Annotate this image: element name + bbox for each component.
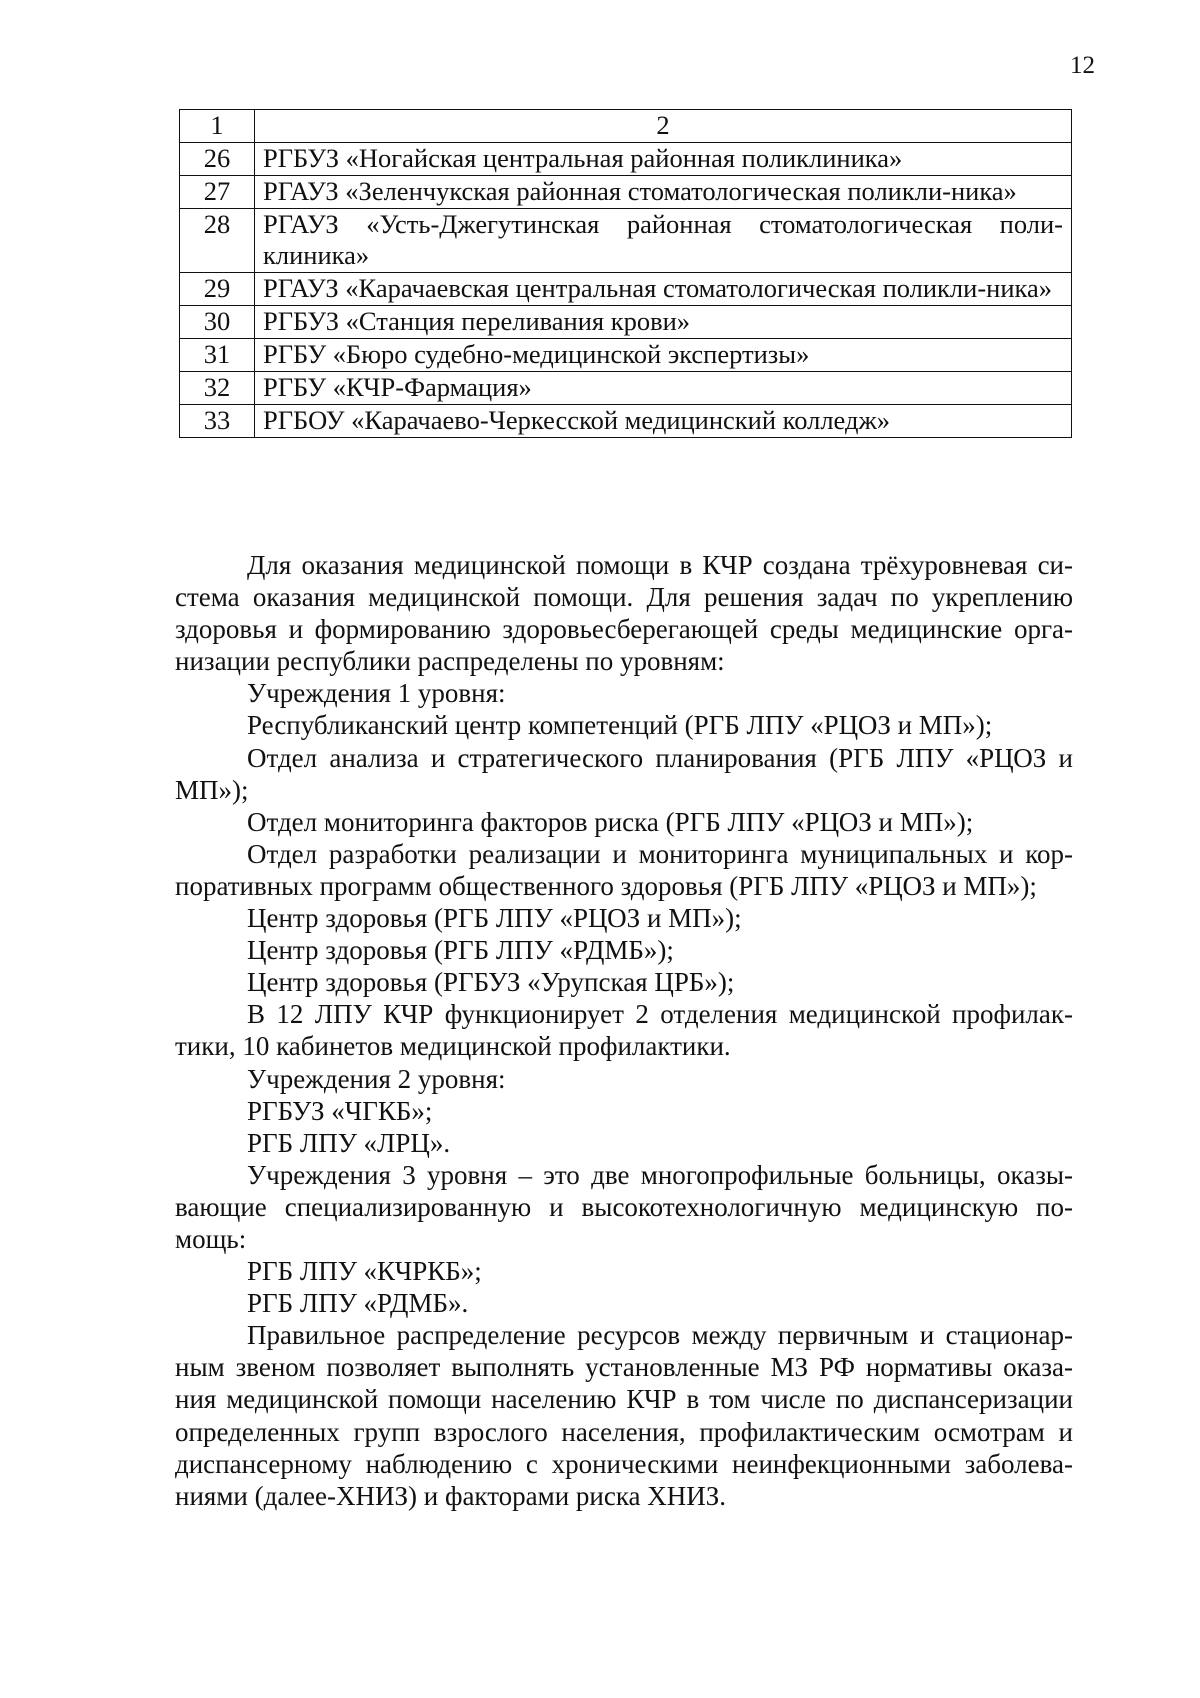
level-1-item: Республиканский центр компетенций (РГБ ЛПУ «РЦОЗ и МП»); (247, 710, 993, 741)
page-number: 12 (1070, 52, 1095, 79)
table-row (180, 209, 1072, 273)
institution-name: РГБУ «Бюро судебно-медицинской экспертизы» (255, 339, 1072, 372)
level-1-item: Отдел разработки реализации и мониторинга муниципальных и кор-поративных программ общественного здоровья (РГБ ЛПУ «РЦОЗ и МП»); (175, 838, 1073, 901)
row-number: 26 (180, 143, 255, 176)
institution-name: РГАУЗ «Усть-Джегутинская районная стоматологическая поли-клиника» (255, 209, 1072, 273)
row-number: 28 (180, 209, 255, 273)
level-3-heading: Учреждения 3 уровня – это две многопрофильные больницы, оказы-вающие специализированную и высокотехнологичную медицинскую по-мощь: (175, 1159, 1073, 1254)
institution-name: РГАУЗ «Карачаевская центральная стоматологическая поликли-ника» (255, 273, 1072, 306)
row-number: 31 (180, 339, 255, 372)
table-row (180, 143, 1072, 176)
table-row (180, 273, 1072, 306)
row-number: 33 (180, 405, 255, 438)
conclusion-paragraph: Правильное распределение ресурсов между первичным и стационар-ным звеном позволяет выполнять установленные МЗ РФ нормативы оказа-ния медицинской помощи населению КЧР в том числе по диспансеризации определенных групп взрослого населения, профилактическим осмотрам и диспансерному наблюдению с хроническими неинфекционными заболева-ниями (далее-ХНИЗ) и факторами риска ХНИЗ. (175, 1320, 1073, 1511)
table-header-row (180, 110, 1072, 143)
table-row (180, 339, 1072, 372)
table-row (180, 306, 1072, 339)
level-3-item: РГБ ЛПУ «РДМБ». (247, 1288, 469, 1319)
intro-paragraph: Для оказания медицинской помощи в КЧР создана трёхуровневая си-стема оказания медицинской помощи. Для решения задач по укреплению здоровья и формированию здоровьесберегающей среды медицинские орга-низации республики распределены по уровням: (175, 550, 1073, 677)
table-header-cell: 2 (255, 110, 1072, 143)
institutions-table-container (179, 109, 1072, 438)
level-1-item: Центр здоровья (РГБУЗ «Урупская ЦРБ»); (247, 967, 735, 998)
institution-name: РГБУЗ «Станция переливания крови» (255, 306, 1072, 339)
level-1-item: Отдел мониторинга факторов риска (РГБ ЛПУ «РЦОЗ и МП»); (247, 806, 974, 837)
level-2-item: РГБУЗ «ЧГКБ»; (247, 1095, 433, 1126)
level-1-heading: Учреждения 1 уровня: (247, 678, 506, 709)
level-3-item: РГБ ЛПУ «КЧРКБ»; (247, 1256, 482, 1287)
institution-name: РГБУ «КЧР-Фармация» (255, 372, 1072, 405)
level-1-item: Центр здоровья (РГБ ЛПУ «РДМБ»); (247, 935, 674, 966)
body-text (175, 549, 1073, 1512)
institution-name: РГАУЗ «Зеленчукская районная стоматологическая поликли-ника» (255, 176, 1072, 209)
level-2-item: РГБ ЛПУ «ЛРЦ». (247, 1127, 451, 1158)
table-row (180, 176, 1072, 209)
row-number: 27 (180, 176, 255, 209)
level-1-item: Центр здоровья (РГБ ЛПУ «РЦОЗ и МП»); (247, 903, 742, 934)
row-number: 30 (180, 306, 255, 339)
table-header-cell: 1 (180, 110, 255, 143)
level-2-heading: Учреждения 2 уровня: (247, 1063, 506, 1094)
institution-name: РГБОУ «Карачаево-Черкесской медицинский колледж» (255, 405, 1072, 438)
table-row (180, 405, 1072, 438)
prevention-paragraph: В 12 ЛПУ КЧР функционирует 2 отделения медицинской профилак-тики, 10 кабинетов медицинской профилактики. (175, 999, 1073, 1062)
table-row (180, 372, 1072, 405)
row-number: 29 (180, 273, 255, 306)
institutions-table (179, 109, 1072, 438)
institution-name: РГБУЗ «Ногайская центральная районная поликлиника» (255, 143, 1072, 176)
row-number: 32 (180, 372, 255, 405)
level-1-item: Отдел анализа и стратегического планирования (РГБ ЛПУ «РЦОЗ и МП»); (175, 742, 1073, 805)
